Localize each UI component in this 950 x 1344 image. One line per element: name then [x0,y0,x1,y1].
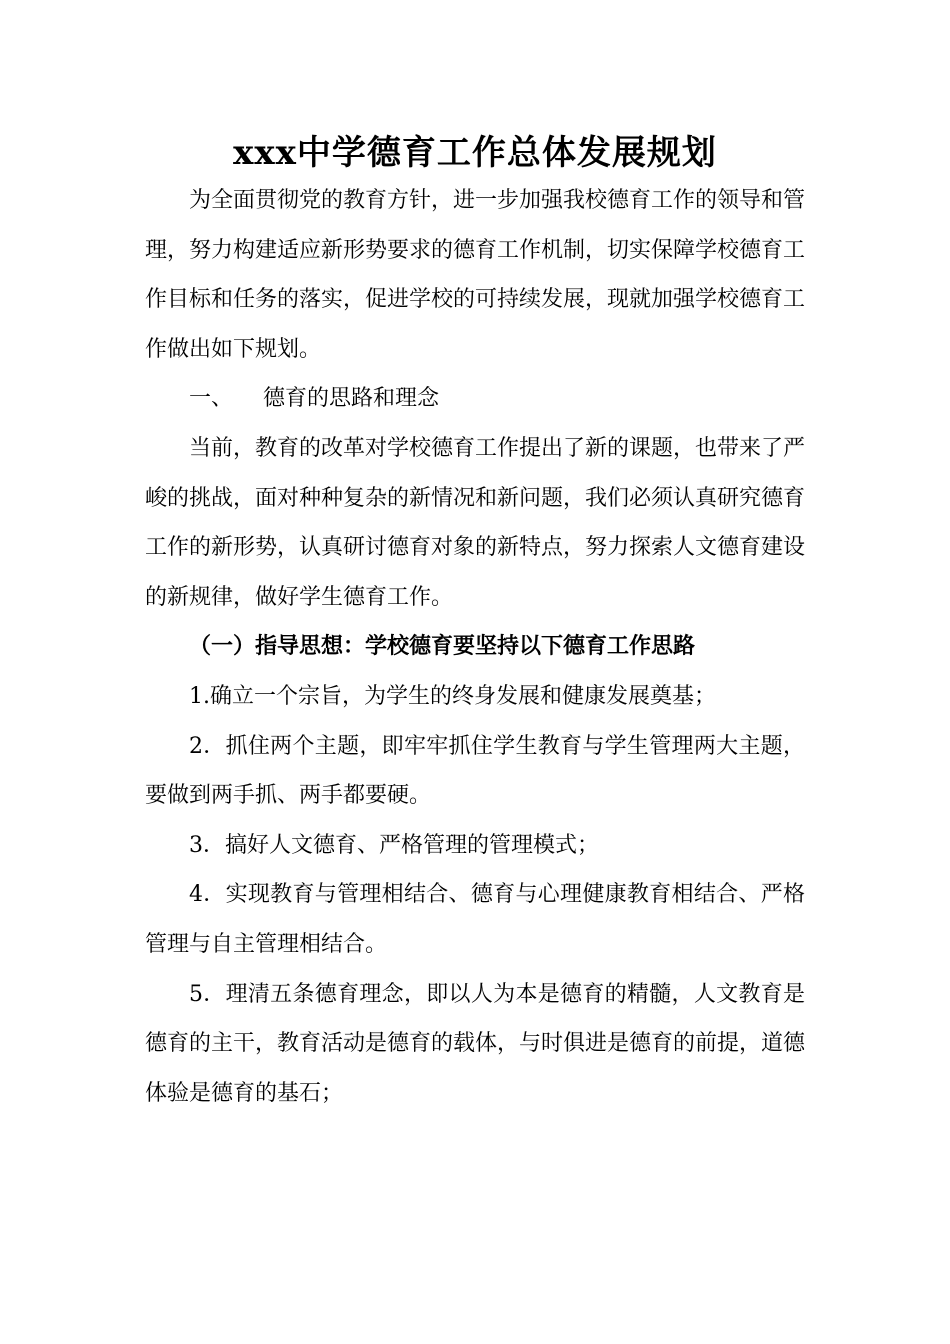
document-title: xxx中学德育工作总体发展规划 [233,133,717,173]
section-heading [145,374,805,424]
list-item: 4．实现教育与管理相结合、德育与心理健康教育相结合、严格管理与自主管理相结合。 [145,882,805,957]
section-number: 一、 [189,386,234,412]
document-body [145,176,805,1118]
intro-paragraph: 为全面贯彻党的教育方针，进一步加强我校德育工作的领导和管理，努力构建适应新形势要求的德育工作机制，切实保障学校德育工作目标和任务的落实，促进学校的可持续发展，现就加强学校德育工作做出如下规划。 [145,188,806,362]
section-title: 德育的思路和理念 [263,386,440,412]
section-paragraph: 当前，教育的改革对学校德育工作提出了新的课题，也带来了严峻的挑战，面对种种复杂的新情况和新问题，我们必须认真研究德育工作的新形势，认真研讨德育对象的新特点，努力探索人文德育建设的新规律，做好学生德育工作。 [145,435,806,610]
list-item: 1.确立一个宗旨，为学生的终身发展和健康发展奠基； [189,683,716,709]
list-item: 3．搞好人文德育、严格管理的管理模式； [189,832,599,858]
subsection-heading: （一）指导思想：学校德育要坚持以下德育工作思路 [189,633,696,660]
list-item: 5．理清五条德育理念，即以人为本是德育的精髓，人文教育是德育的主干，教育活动是德育的载体，与时俱进是德育的前提，道德体验是德育的基石； [145,981,806,1106]
list-item: 2．抓住两个主题，即牢牢抓住学生教育与学生管理两大主题，要做到两手抓、两手都要硬。 [145,733,805,809]
